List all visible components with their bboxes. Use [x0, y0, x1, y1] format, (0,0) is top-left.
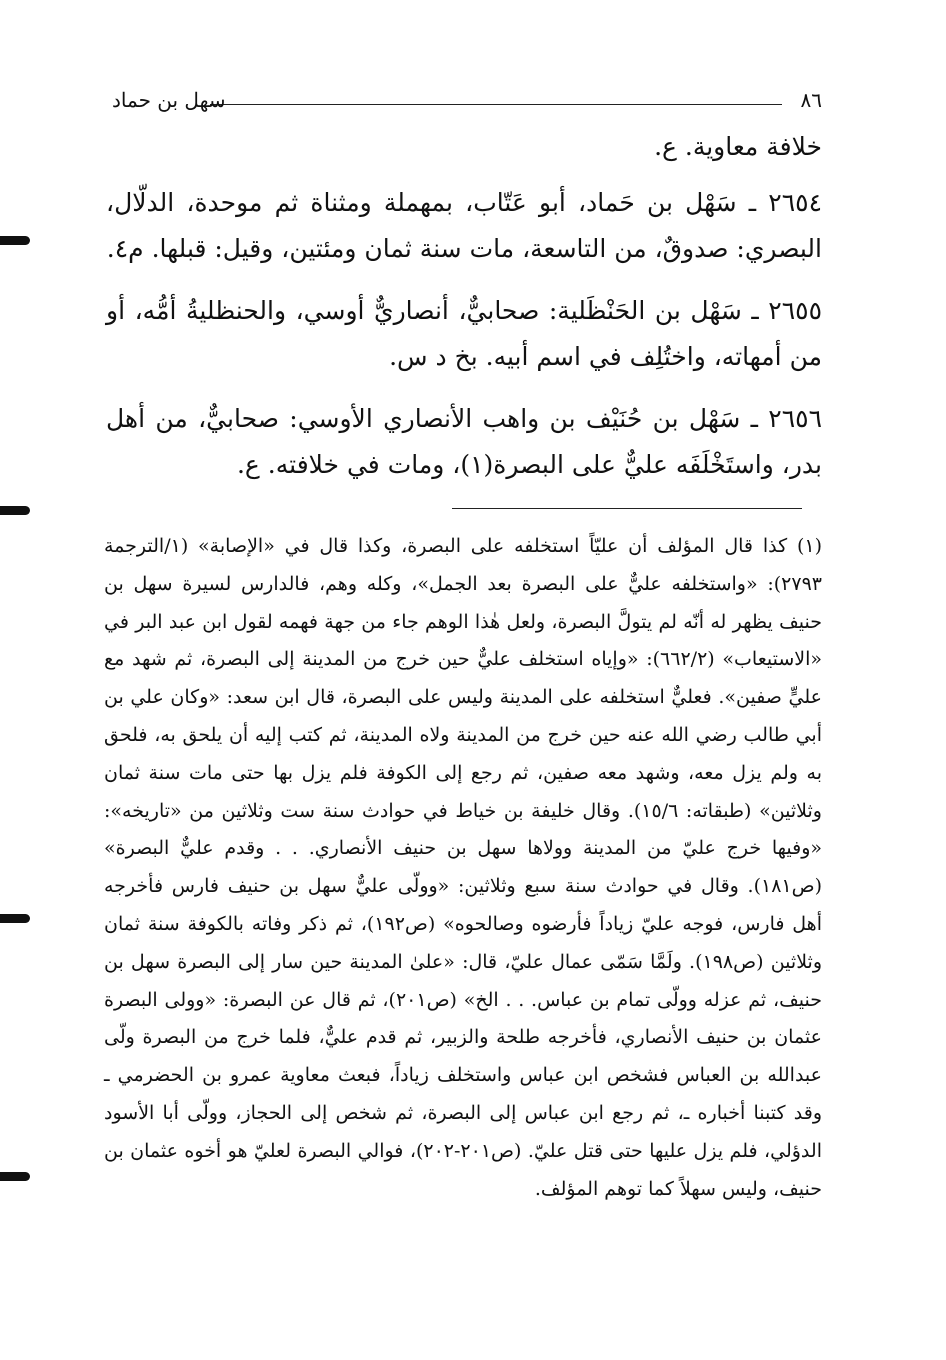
scan-edge-mark	[0, 914, 30, 923]
header-rule	[210, 104, 782, 105]
running-header	[112, 88, 822, 124]
continuation-line: خلافة معاوية. ع.	[654, 132, 822, 161]
entry-2656: ٢٦٥٦ ـ سَهْل بن حُنَيْف بن واهب الأنصاري الأوسي: صحابيٌّ، من أهل بدر، واستَخْلَفَه عليٌّ على البصرة(١)، ومات في خلافته. ع.	[106, 404, 822, 479]
footnote-1: (١) كذا قال المؤلف أن عليّاً استخلفه على البصرة، وكذا قال في «الإصابة» (١/الترجمة ٢٧٩٣): «واستخلفه عليٌّ على البصرة بعد الجمل»، وكله وهم، فالدارس لسيرة سهل بن حنيف يظهر له أنّه لم يتولَّ البصرة، ولعل هٰذا الوهم جاء من جهة فهمه لقول ابن عبد البر في «الاستيعاب» (٦٦٢/٢): «وإياه استخلف عليٌّ حين خرج من المدينة إلى البصرة، ثم شهد مع عليٍّ صفين». فعليٌّ استخلفه على المدينة وليس على البصرة، قال ابن سعد: «وكان علي بن أبي طالب رضي الله عنه حين خرج من المدينة ولاه المدينة، ثم كتب إليه أن يلحق به، فلحق به ولم يزل معه، وشهد معه صفين، ثم رجع إلى الكوفة فلم يزل بها حتى مات سنة ثمان وثلاثين» (طبقاته: ١٥/٦). وقال خليفة بن خياط في حوادث سنة ست وثلاثين من «تاريخه»: «وفيها خرج عليّ من المدينة وولاها سهل بن حنيف الأنصاري. . . وقدم عليٌّ البصرة» (ص١٨١). وقال في حوادث سنة سبع وثلاثين: «وولّى عليٌّ سهل بن حنيف فارس فأخرجه أهل فارس، فوجه عليّ زياداً فأرضوه وصالحوه» (ص١٩٢)، ثم ذكر وفاته بالكوفة سنة ثمان وثلاثين (ص١٩٨). ولَمَّا سَمّى عمال عليّ، قال: «علىٰ المدينة حين سار إلى البصرة سهل بن حنيف، ثم عزله وولّى تمام بن عباس. . . الخ» (ص٢٠١)، ثم قال عن البصرة: «وولى البصرة عثمان بن حنيف الأنصاري، فأخرجه طلحة والزبير، ثم قدم عليٌّ، فلما خرج من البصرة ولّى عبدالله بن العباس فشخص ابن عباس واستخلف زياداً، فبعث معاوية عمرو بن الحضرمي ـ وقد كتبنا أخباره ـ، ثم رجع ابن عباس إلى البصرة، ثم شخص إلى الحجاز، وولّى أبا الأسود الدؤلي، فلم يزل عليها حتى قتل عليّ. (ص٢٠١-٢٠٢)، فوالي البصرة لعليّ هو أخوه عثمان بن حنيف، وليس سهلاً كما توهم المؤلف.	[104, 535, 822, 1200]
entry-2654: ٢٦٥٤ ـ سَهْل بن حَماد، أبو عَتّاب، بمهملة ومثناة ثم موحدة، الدلّال، البصري: صدوقٌ، من التاسعة، مات سنة ثمان ومئتين، وقيل: قبلها. م٤.	[106, 188, 822, 263]
entry-2655: ٢٦٥٥ ـ سَهْل بن الحَنْظَلية: صحابيٌّ، أنصاريٌّ أوسي، والحنظليةُ أمُّه، أو من أمهاته، واختُلِف في اسم أبيه. بخ د س.	[106, 296, 822, 371]
main-text	[106, 124, 822, 504]
scan-edge-mark	[0, 1172, 30, 1181]
scan-edge-mark	[0, 506, 30, 515]
running-title: سهل بن حماد	[112, 88, 226, 112]
footnote	[104, 528, 822, 1208]
footnote-separator	[452, 508, 802, 509]
scan-edge-mark	[0, 236, 30, 245]
page-number: ٨٦	[800, 88, 822, 112]
